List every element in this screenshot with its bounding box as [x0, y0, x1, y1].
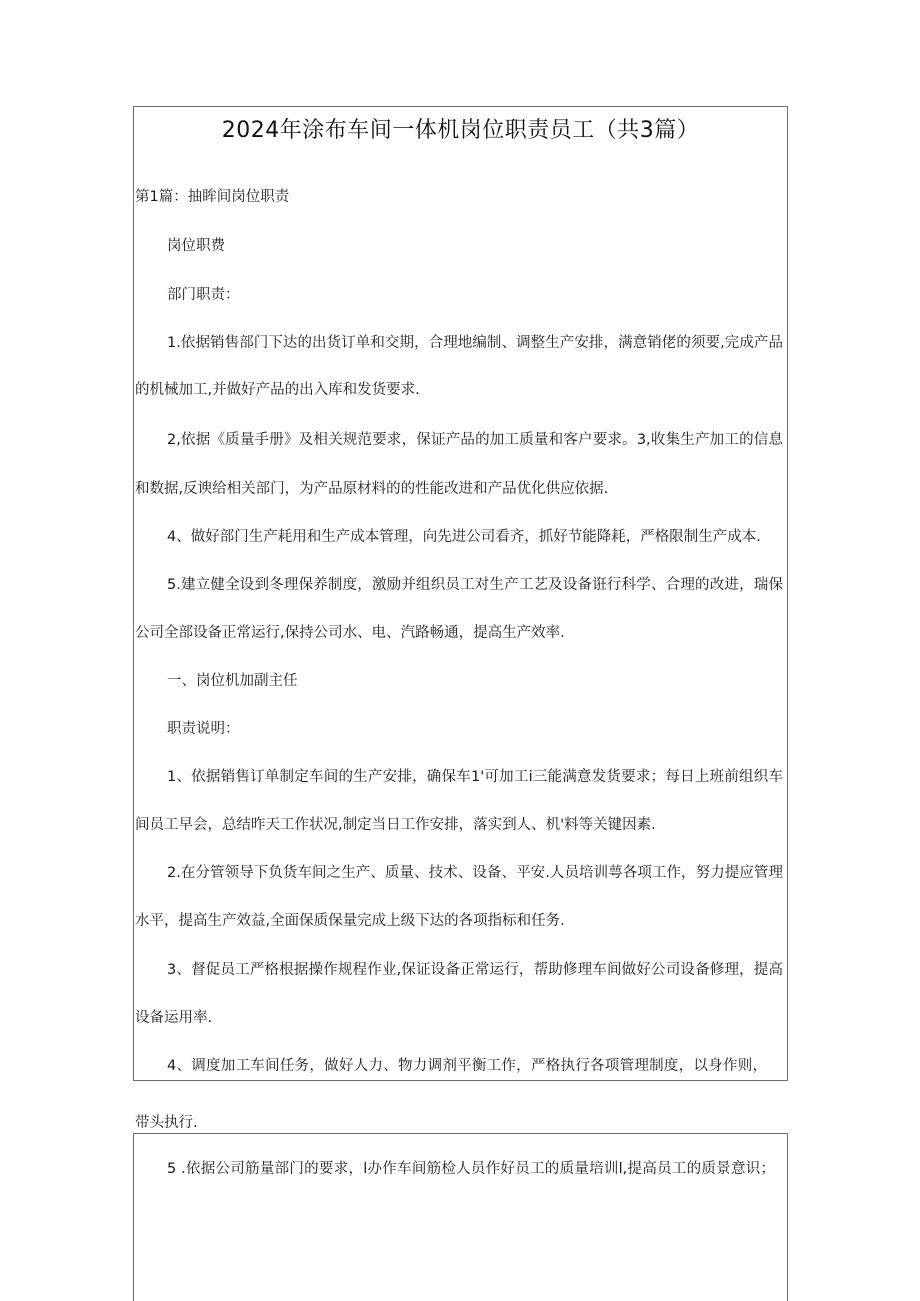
paragraph-line: 的机械加工,并做好产品的出入库和发货要求.	[135, 382, 420, 398]
section-heading: 第1篇：抽眸间岗位职责	[135, 189, 290, 205]
subheading: 职责说明：	[167, 721, 240, 737]
paragraph-line: 水平，提高生产效益,全面保质保量完成上级下达的各项指标和任务.	[135, 913, 565, 929]
paragraph-line: 设备运用率.	[135, 1010, 213, 1026]
paragraph-line: 带头执行.	[135, 1115, 198, 1131]
paragraph-line: 5 .依据公司筋量部门的要求，l办作车间筋检人员作好员工的质量培训l,提高员工的质景意识；	[167, 1161, 775, 1177]
subheading: 部门职责：	[167, 287, 240, 303]
document-title: 2024年涂布车间一体机岗位职责员工（共3篇）	[221, 118, 700, 143]
paragraph-line: 4、做好部门生产耗用和生产成本管理，向先进公司看齐，抓好节能降耗，严格限制生产成本.	[167, 529, 761, 545]
subheading: 一、岗位机加副主任	[167, 673, 298, 689]
paragraph-line: 4、调度加工车间任务，做好人力、物力调剂平衡工作，严格执行各项管理制度，以身作则，	[167, 1058, 767, 1074]
paragraph-line: 间员工早会，总结昨天工作状况,制定当日工作安排，落实到人、机'料等关键因素.	[135, 817, 656, 833]
paragraph-line: 2.在分管领导下负货车间之生产、质量、技术、设备、平安.人员培训萼各项工作，努力提应管理	[167, 865, 783, 881]
paragraph-line: 1.依据销售部门下达的出货订单和交期，合理地编制、调整生产安排，满意销佬的须要,完成产品	[167, 335, 783, 351]
paragraph-line: 1、依据销售订单制定车间的生产安排，确保车1'可加工i三能满意发货要求；每日上班前组织车	[167, 769, 783, 785]
paragraph-line: 公司全部设备正常运行,保持公司水、电、汽路畅通，提高生产效率.	[135, 625, 565, 641]
paragraph-line: 5.建立健全设到冬理保养制度，激励并组织员工对生产工艺及设备诳行科学、合理的改进，瑞保	[167, 577, 783, 593]
subheading: 岗位职费	[167, 238, 225, 254]
paragraph-line: 和数据,反谀给相关部门，为产品原材料的的性能改进和产品优化供应依据.	[135, 481, 609, 497]
paragraph-line: 2,依据《质量手册》及相关规范要求，保证产品的加工质量和客户要求。3,收集生产加工的信息	[167, 432, 783, 448]
paragraph-line: 3、督促员工严格根据操作规程作业,保证设备正常运行，帮助修理车间做好公司设备修理，提高	[167, 962, 783, 978]
